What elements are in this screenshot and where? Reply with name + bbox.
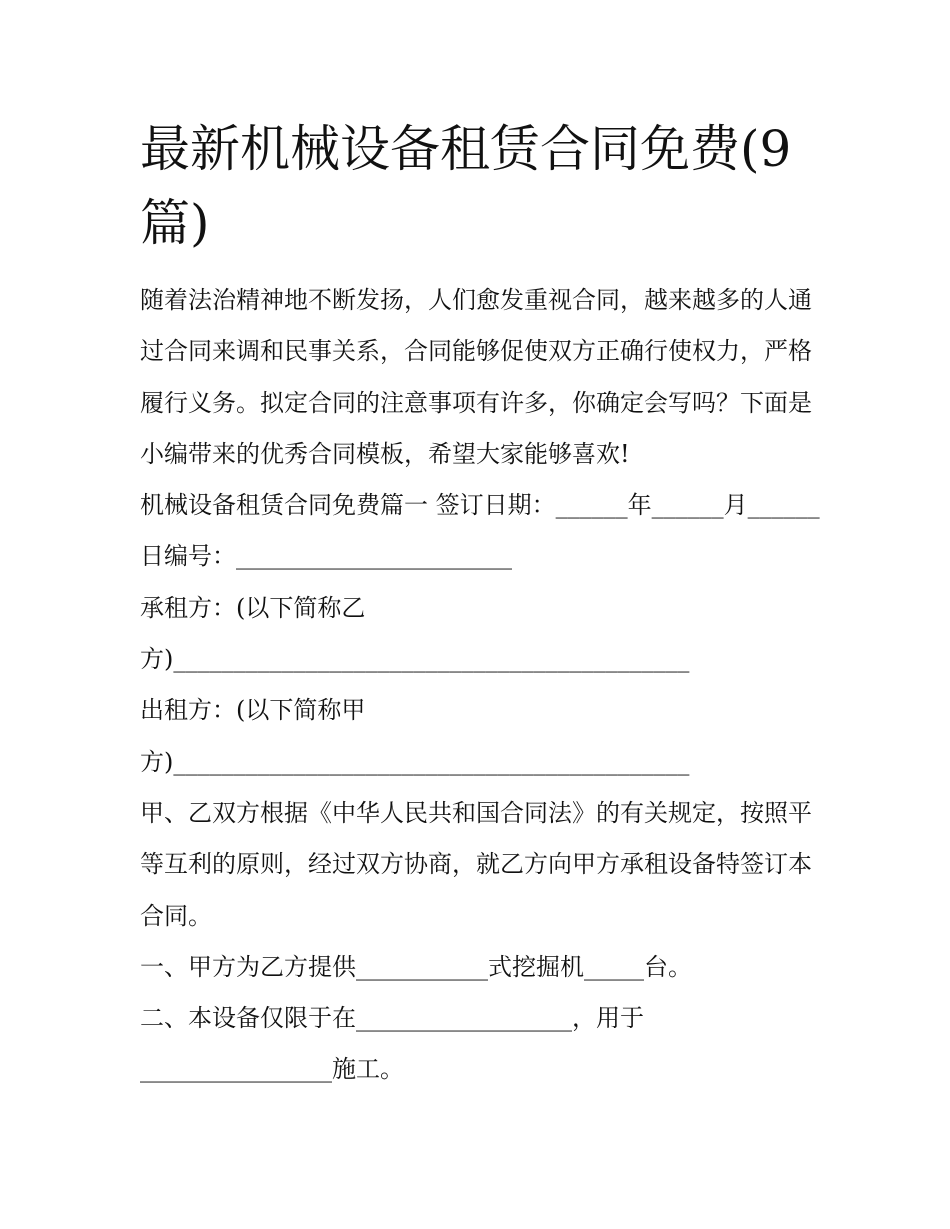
clause-two: 二、本设备仅限于在__________________，用于________________施工。 [140,1004,644,1084]
clause-one: 一、甲方为乙方提供___________式挖掘机_____台。 [140,952,692,981]
intro-paragraph: 随着法治精神地不断发扬，人们愈发重视合同，越来越多的人通过合同来调和民事关系，合同能够促使双方正确行使权力，严格履行义务。拟定合同的注意事项有许多，你确定会写吗？下面是小编带来的优秀合同模板，希望大家能够喜欢! [140,286,812,468]
lessor-line: 出租方：(以下简称甲方)___________________________________________ [140,696,690,776]
document-title: 最新机械设备租赁合同免费(9篇) [140,120,792,252]
document-body [140,275,820,1096]
agreement-basis-paragraph: 甲、乙双方根据《中华人民共和国合同法》的有关规定，按照平等互利的原则，经过双方协商，就乙方向甲方承租设备特签订本合同。 [140,798,812,930]
lessee-line: 承租方：(以下简称乙方)___________________________________________ [140,593,690,674]
contract-header-line: 机械设备租赁合同免费篇一 签订日期：______年______月______日编号：_______________________ [140,491,820,571]
